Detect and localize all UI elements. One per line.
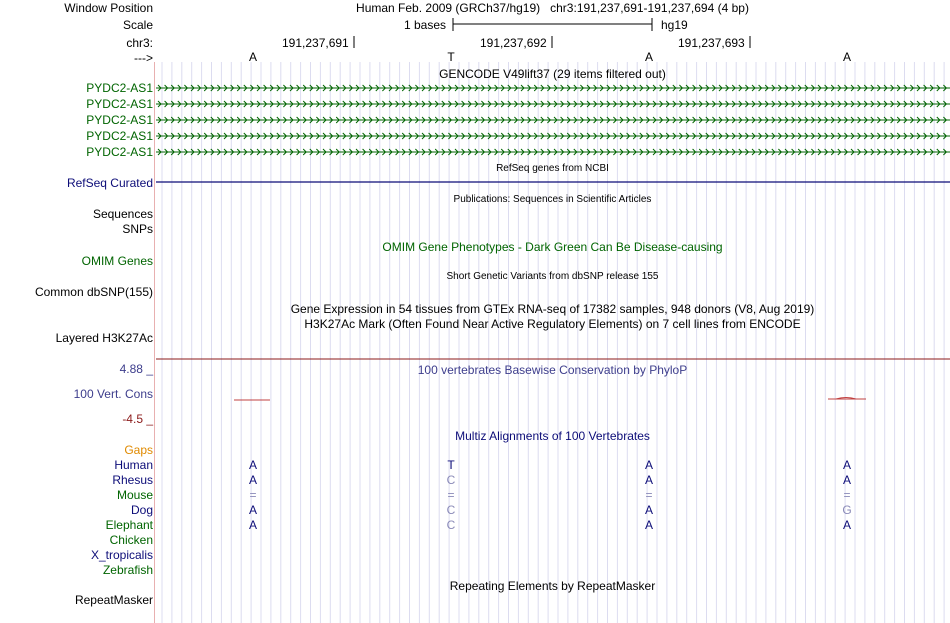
species-label[interactable]: Zebrafish <box>102 563 153 577</box>
omim-track-title[interactable]: OMIM Gene Phenotypes - Dark Green Can Be Disease-causing <box>382 240 723 254</box>
refseq-gene-line[interactable] <box>156 181 950 185</box>
dbsnp-label[interactable]: Common dbSNP(155) <box>34 285 153 299</box>
sequences-label[interactable]: Sequences <box>92 207 153 221</box>
dbsnp-track-title[interactable]: Short Genetic Variants from dbSNP release 155 <box>446 271 659 282</box>
alignment-base: T <box>447 458 455 472</box>
scale-bar-left-text: 1 bases <box>404 18 447 32</box>
omim-label[interactable]: OMIM Genes <box>81 254 153 268</box>
gencode-item-label[interactable]: PYDC2-AS1 <box>86 129 153 143</box>
gencode-transcripts[interactable] <box>156 80 950 160</box>
phylop-signal <box>156 395 950 407</box>
alignment-base: A <box>248 503 257 517</box>
species-label[interactable]: Dog <box>130 503 153 517</box>
repeatmasker-label[interactable]: RepeatMasker <box>74 593 153 607</box>
multiz-track-title[interactable]: Multiz Alignments of 100 Vertebrates <box>455 429 650 443</box>
alignment-base: = <box>249 488 257 502</box>
reference-base: A <box>842 50 851 64</box>
phylop-min-label: -4.5 _ <box>122 412 153 426</box>
alignment-base: A <box>644 458 653 472</box>
gencode-item-label[interactable]: PYDC2-AS1 <box>86 81 153 95</box>
alignment-base: A <box>644 473 653 487</box>
position-tick-label: 191,237,692 <box>480 36 547 50</box>
gencode-item-label[interactable]: PYDC2-AS1 <box>86 113 153 127</box>
snps-label[interactable]: SNPs <box>122 222 153 236</box>
h3k27ac-label[interactable]: Layered H3K27Ac <box>55 331 153 345</box>
position-tick-label: 191,237,691 <box>282 36 349 50</box>
alignment-base: G <box>842 503 852 517</box>
phylop-track-title[interactable]: 100 vertebrates Basewise Conservation by PhyloP <box>417 363 688 377</box>
chromosome-label: chr3: <box>126 36 153 50</box>
alignment-base: A <box>842 458 851 472</box>
alignment-base: C <box>446 503 456 517</box>
alignment-base: A <box>644 503 653 517</box>
repeatmasker-track-title[interactable]: Repeating Elements by RepeatMasker <box>449 579 656 593</box>
alignment-base: C <box>446 518 456 532</box>
species-label[interactable]: Rhesus <box>112 473 153 487</box>
gencode-item-label[interactable]: PYDC2-AS1 <box>86 145 153 159</box>
scale-label: Scale <box>122 18 153 32</box>
scale-bar-right-text: hg19 <box>661 18 688 32</box>
refseq-label[interactable]: RefSeq Curated <box>66 176 153 190</box>
strand-arrow-label: ---> <box>134 51 153 65</box>
refseq-track-title[interactable]: RefSeq genes from NCBI <box>496 163 609 174</box>
phylop-label[interactable]: 100 Vert. Cons <box>73 387 153 401</box>
species-label[interactable]: Elephant <box>105 518 153 532</box>
alignment-base: A <box>248 518 257 532</box>
position-ticks <box>350 35 754 49</box>
h3k27ac-track-title[interactable]: H3K27Ac Mark (Often Found Near Active Regulatory Elements) on 7 cell lines from ENCODE <box>304 317 801 331</box>
reference-base: A <box>248 50 257 64</box>
alignment-base: A <box>842 473 851 487</box>
reference-base: A <box>644 50 653 64</box>
reference-base: T <box>447 50 455 64</box>
alignment-base: A <box>842 518 851 532</box>
alignment-base: A <box>248 458 257 472</box>
gtex-track-title[interactable]: Gene Expression in 54 tissues from GTEx RNA-seq of 17382 samples, 948 donors (V8, Aug 2019) <box>290 302 815 316</box>
species-label[interactable]: Chicken <box>109 533 153 547</box>
alignment-base: = <box>645 488 653 502</box>
alignment-base: = <box>843 488 851 502</box>
gaps-label[interactable]: Gaps <box>124 443 153 457</box>
alignment-base: C <box>446 473 456 487</box>
species-label[interactable]: X_tropicalis <box>90 548 153 562</box>
window-position-label: Window Position <box>64 1 153 15</box>
species-label[interactable]: Mouse <box>116 488 153 502</box>
alignment-base: = <box>447 488 455 502</box>
gencode-item-label[interactable]: PYDC2-AS1 <box>86 97 153 111</box>
alignment-base: A <box>248 473 257 487</box>
gencode-track-title[interactable]: GENCODE V49lift37 (29 items filtered out) <box>439 67 666 81</box>
position-tick-label: 191,237,693 <box>678 36 745 50</box>
alignment-base: A <box>644 518 653 532</box>
scale-bar <box>452 17 654 33</box>
species-label[interactable]: Human <box>114 458 153 472</box>
publications-track-title[interactable]: Publications: Sequences in Scientific Articles <box>453 194 652 205</box>
h3k27ac-baseline <box>156 358 950 361</box>
phylop-max-label: 4.88 _ <box>119 362 153 376</box>
window-position-value: Human Feb. 2009 (GRCh37/hg19) chr3:191,237,691-191,237,694 (4 bp) <box>356 1 749 15</box>
